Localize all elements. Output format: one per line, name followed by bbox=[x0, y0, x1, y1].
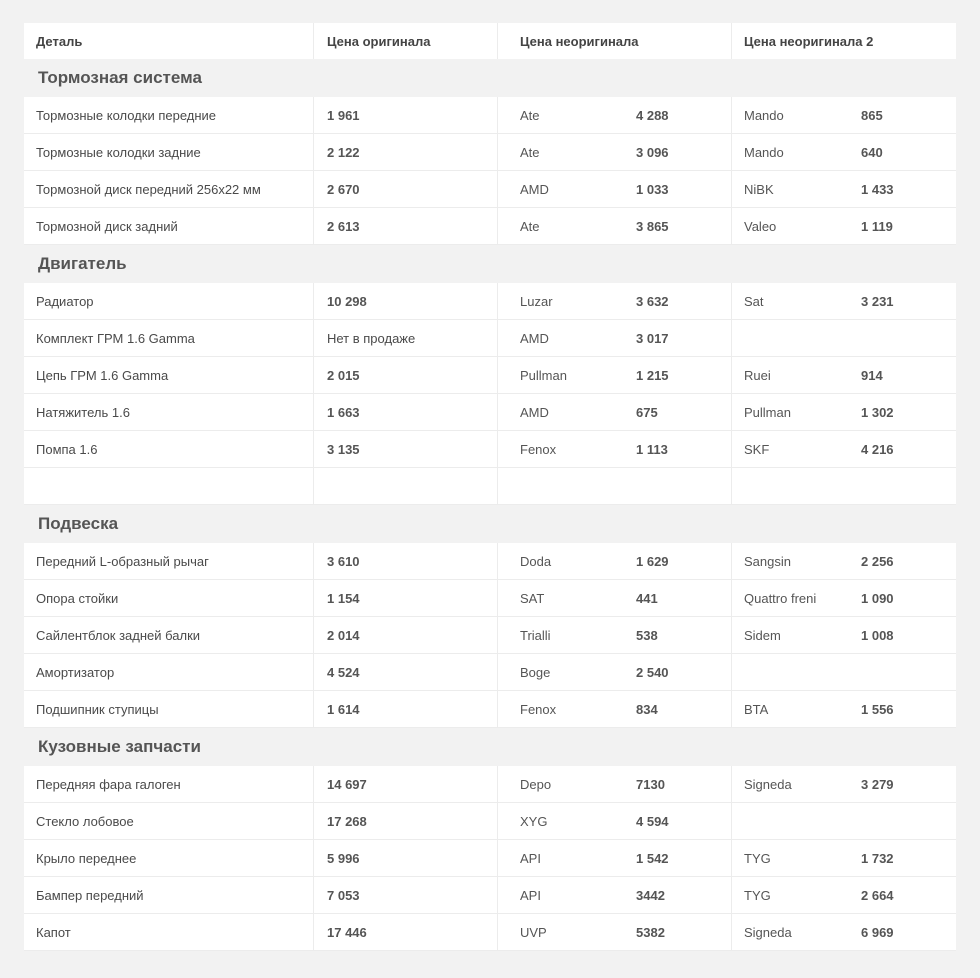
nonoriginal-2-cell bbox=[732, 840, 956, 876]
table-row bbox=[24, 134, 956, 171]
nonoriginal-price: 538 bbox=[636, 627, 658, 643]
nonoriginal-cell bbox=[498, 320, 732, 356]
original-price: 2 014 bbox=[314, 617, 498, 653]
nonoriginal-2-price: 1 732 bbox=[861, 850, 894, 866]
nonoriginal-price: 1 113 bbox=[636, 441, 668, 457]
original-price: 4 524 bbox=[314, 654, 498, 690]
nonoriginal-brand: Ate bbox=[520, 144, 540, 160]
nonoriginal-cell bbox=[498, 877, 732, 913]
header-nonoriginal-price: Цена неоригинала bbox=[498, 23, 732, 59]
nonoriginal-brand: Doda bbox=[520, 553, 552, 569]
original-price: 17 446 bbox=[314, 914, 498, 950]
original-price: 1 614 bbox=[314, 691, 498, 727]
nonoriginal-price: 3 632 bbox=[636, 293, 669, 309]
nonoriginal-2-price: 1 433 bbox=[861, 181, 894, 197]
empty-cell bbox=[314, 468, 498, 504]
table-row bbox=[24, 320, 956, 357]
nonoriginal-2-price: 640 bbox=[861, 144, 883, 160]
nonoriginal-brand: UVP bbox=[520, 924, 547, 940]
original-price: 3 135 bbox=[314, 431, 498, 467]
nonoriginal-cell bbox=[498, 654, 732, 690]
nonoriginal-price: 2 540 bbox=[636, 664, 669, 680]
nonoriginal-brand: API bbox=[520, 850, 541, 866]
nonoriginal-price: 4 594 bbox=[636, 813, 669, 829]
nonoriginal-price: 1 629 bbox=[636, 553, 669, 569]
nonoriginal-2-price: 1 008 bbox=[861, 627, 894, 643]
part-name: Комплект ГРМ 1.6 Gamma bbox=[24, 320, 314, 356]
part-name: Натяжитель 1.6 bbox=[24, 394, 314, 430]
table-row bbox=[24, 691, 956, 728]
nonoriginal-2-price: 3 231 bbox=[861, 293, 894, 309]
original-price: 1 961 bbox=[314, 97, 498, 133]
part-name: Помпа 1.6 bbox=[24, 431, 314, 467]
nonoriginal-cell bbox=[498, 914, 732, 950]
table-row bbox=[24, 654, 956, 691]
nonoriginal-cell bbox=[498, 171, 732, 207]
nonoriginal-2-cell bbox=[732, 320, 956, 356]
table-row bbox=[24, 283, 956, 320]
empty-cell bbox=[498, 468, 732, 504]
original-price: 5 996 bbox=[314, 840, 498, 876]
nonoriginal-2-price: 3 279 bbox=[861, 776, 894, 792]
nonoriginal-2-cell bbox=[732, 580, 956, 616]
nonoriginal-price: 1 215 bbox=[636, 367, 669, 383]
table-row bbox=[24, 208, 956, 245]
original-price: 17 268 bbox=[314, 803, 498, 839]
nonoriginal-cell bbox=[498, 803, 732, 839]
part-name: Цепь ГРМ 1.6 Gamma bbox=[24, 357, 314, 393]
nonoriginal-brand: AMD bbox=[520, 181, 549, 197]
nonoriginal-cell bbox=[498, 208, 732, 244]
nonoriginal-2-cell bbox=[732, 208, 956, 244]
table-row bbox=[24, 617, 956, 654]
section-title: Двигатель bbox=[38, 254, 127, 273]
nonoriginal-2-cell bbox=[732, 394, 956, 430]
table-row bbox=[24, 357, 956, 394]
table-row bbox=[24, 877, 956, 914]
nonoriginal-2-cell bbox=[732, 914, 956, 950]
part-name: Бампер передний bbox=[24, 877, 314, 913]
nonoriginal-2-price: 1 556 bbox=[861, 701, 894, 717]
nonoriginal-price: 4 288 bbox=[636, 107, 669, 123]
header-original-price: Цена оригинала bbox=[314, 23, 498, 59]
nonoriginal-2-price: 914 bbox=[861, 367, 883, 383]
nonoriginal-price: 675 bbox=[636, 404, 658, 420]
nonoriginal-2-brand: SKF bbox=[744, 441, 770, 457]
nonoriginal-price: 3 017 bbox=[636, 330, 669, 346]
part-name: Капот bbox=[24, 914, 314, 950]
nonoriginal-cell bbox=[498, 97, 732, 133]
original-price: 14 697 bbox=[314, 766, 498, 802]
nonoriginal-cell bbox=[498, 766, 732, 802]
nonoriginal-cell bbox=[498, 134, 732, 170]
nonoriginal-2-brand: Sangsin bbox=[744, 553, 791, 569]
empty-cell bbox=[732, 468, 956, 504]
section-title: Кузовные запчасти bbox=[38, 737, 201, 756]
empty-cell bbox=[24, 468, 314, 504]
nonoriginal-price: 7130 bbox=[636, 776, 665, 792]
nonoriginal-2-price: 2 256 bbox=[861, 553, 894, 569]
table-body bbox=[24, 59, 956, 951]
nonoriginal-brand: Boge bbox=[520, 664, 551, 680]
part-name: Опора стойки bbox=[24, 580, 314, 616]
nonoriginal-2-brand: Signeda bbox=[744, 776, 792, 792]
part-name: Крыло переднее bbox=[24, 840, 314, 876]
part-name: Тормозные колодки задние bbox=[24, 134, 314, 170]
nonoriginal-brand: Fenox bbox=[520, 701, 557, 717]
part-name: Сайлентблок задней балки bbox=[24, 617, 314, 653]
part-name: Стекло лобовое bbox=[24, 803, 314, 839]
nonoriginal-brand: Depo bbox=[520, 776, 552, 792]
part-name: Передний L-образный рычаг bbox=[24, 543, 314, 579]
nonoriginal-cell bbox=[498, 394, 732, 430]
table-row bbox=[24, 580, 956, 617]
nonoriginal-2-brand: Sidem bbox=[744, 627, 781, 643]
nonoriginal-cell bbox=[498, 840, 732, 876]
nonoriginal-2-cell bbox=[732, 877, 956, 913]
nonoriginal-cell bbox=[498, 543, 732, 579]
header-nonoriginal-price-2: Цена неоригинала 2 bbox=[744, 33, 874, 49]
nonoriginal-2-cell bbox=[732, 617, 956, 653]
nonoriginal-price: 3 096 bbox=[636, 144, 669, 160]
nonoriginal-2-price: 865 bbox=[861, 107, 883, 123]
nonoriginal-price: 3442 bbox=[636, 887, 665, 903]
part-name: Передняя фара галоген bbox=[24, 766, 314, 802]
section-title: Подвеска bbox=[38, 514, 119, 533]
original-price: 7 053 bbox=[314, 877, 498, 913]
nonoriginal-brand: SAT bbox=[520, 590, 545, 606]
empty-row bbox=[24, 468, 956, 505]
nonoriginal-price: 834 bbox=[636, 701, 658, 717]
nonoriginal-2-brand: NiBK bbox=[744, 181, 774, 197]
nonoriginal-brand: Pullman bbox=[520, 367, 567, 383]
nonoriginal-brand: Ate bbox=[520, 107, 540, 123]
nonoriginal-price: 5382 bbox=[636, 924, 665, 940]
nonoriginal-2-cell bbox=[732, 134, 956, 170]
original-price: 2 122 bbox=[314, 134, 498, 170]
nonoriginal-brand: Trialli bbox=[520, 627, 551, 643]
original-price: 2 613 bbox=[314, 208, 498, 244]
part-name: Тормозные колодки передние bbox=[24, 97, 314, 133]
original-price: 10 298 bbox=[314, 283, 498, 319]
nonoriginal-cell bbox=[498, 617, 732, 653]
nonoriginal-brand: API bbox=[520, 887, 541, 903]
nonoriginal-2-brand: Sat bbox=[744, 293, 764, 309]
section-title: Тормозная система bbox=[38, 68, 202, 87]
nonoriginal-2-price: 2 664 bbox=[861, 887, 894, 903]
original-price: 2 670 bbox=[314, 171, 498, 207]
nonoriginal-cell bbox=[498, 691, 732, 727]
nonoriginal-brand: XYG bbox=[520, 813, 548, 829]
nonoriginal-2-price: 1 090 bbox=[861, 590, 894, 606]
nonoriginal-2-brand: Mando bbox=[744, 144, 784, 160]
part-name: Радиатор bbox=[24, 283, 314, 319]
table-row bbox=[24, 914, 956, 951]
nonoriginal-cell bbox=[498, 431, 732, 467]
table-row bbox=[24, 171, 956, 208]
nonoriginal-2-cell bbox=[732, 654, 956, 690]
part-name: Тормозной диск задний bbox=[24, 208, 314, 244]
nonoriginal-2-price: 4 216 bbox=[861, 441, 894, 457]
nonoriginal-2-cell bbox=[732, 357, 956, 393]
header-part: Деталь bbox=[24, 23, 314, 59]
nonoriginal-2-brand: Quattro freni bbox=[744, 590, 817, 606]
nonoriginal-cell bbox=[498, 580, 732, 616]
part-name: Тормозной диск передний 256х22 мм bbox=[24, 171, 314, 207]
table-row bbox=[24, 840, 956, 877]
nonoriginal-brand: AMD bbox=[520, 330, 549, 346]
nonoriginal-brand: Fenox bbox=[520, 441, 557, 457]
original-price: 2 015 bbox=[314, 357, 498, 393]
nonoriginal-2-price: 1 119 bbox=[861, 218, 893, 234]
table-row bbox=[24, 543, 956, 580]
price-table bbox=[24, 23, 956, 951]
nonoriginal-price: 1 033 bbox=[636, 181, 669, 197]
nonoriginal-price: 1 542 bbox=[636, 850, 669, 866]
nonoriginal-2-brand: TYG bbox=[744, 850, 771, 866]
nonoriginal-2-price: 1 302 bbox=[861, 404, 894, 420]
original-price: Нет в продаже bbox=[314, 320, 498, 356]
nonoriginal-2-cell bbox=[732, 171, 956, 207]
part-name: Амортизатор bbox=[24, 654, 314, 690]
nonoriginal-brand: Ate bbox=[520, 218, 540, 234]
nonoriginal-2-brand: BTA bbox=[744, 701, 769, 717]
table-row bbox=[24, 803, 956, 840]
nonoriginal-brand: Luzar bbox=[520, 293, 553, 309]
table-row bbox=[24, 97, 956, 134]
original-price: 3 610 bbox=[314, 543, 498, 579]
table-row bbox=[24, 394, 956, 431]
table-header bbox=[24, 23, 956, 59]
nonoriginal-2-cell bbox=[732, 543, 956, 579]
nonoriginal-2-price: 6 969 bbox=[861, 924, 894, 940]
nonoriginal-price: 441 bbox=[636, 590, 658, 606]
nonoriginal-2-cell bbox=[732, 431, 956, 467]
nonoriginal-cell bbox=[498, 357, 732, 393]
nonoriginal-brand: AMD bbox=[520, 404, 549, 420]
nonoriginal-2-brand: Pullman bbox=[744, 404, 791, 420]
nonoriginal-2-cell bbox=[732, 766, 956, 802]
nonoriginal-2-cell bbox=[732, 803, 956, 839]
nonoriginal-2-brand: TYG bbox=[744, 887, 771, 903]
part-name: Подшипник ступицы bbox=[24, 691, 314, 727]
nonoriginal-2-brand: Signeda bbox=[744, 924, 792, 940]
original-price: 1 154 bbox=[314, 580, 498, 616]
nonoriginal-2-cell bbox=[732, 691, 956, 727]
nonoriginal-2-cell bbox=[732, 97, 956, 133]
nonoriginal-price: 3 865 bbox=[636, 218, 669, 234]
nonoriginal-2-cell bbox=[732, 283, 956, 319]
nonoriginal-2-brand: Mando bbox=[744, 107, 784, 123]
nonoriginal-cell bbox=[498, 283, 732, 319]
original-price: 1 663 bbox=[314, 394, 498, 430]
nonoriginal-2-brand: Ruei bbox=[744, 367, 771, 383]
nonoriginal-2-brand: Valeo bbox=[744, 218, 777, 234]
table-row bbox=[24, 766, 956, 803]
table-row bbox=[24, 431, 956, 468]
